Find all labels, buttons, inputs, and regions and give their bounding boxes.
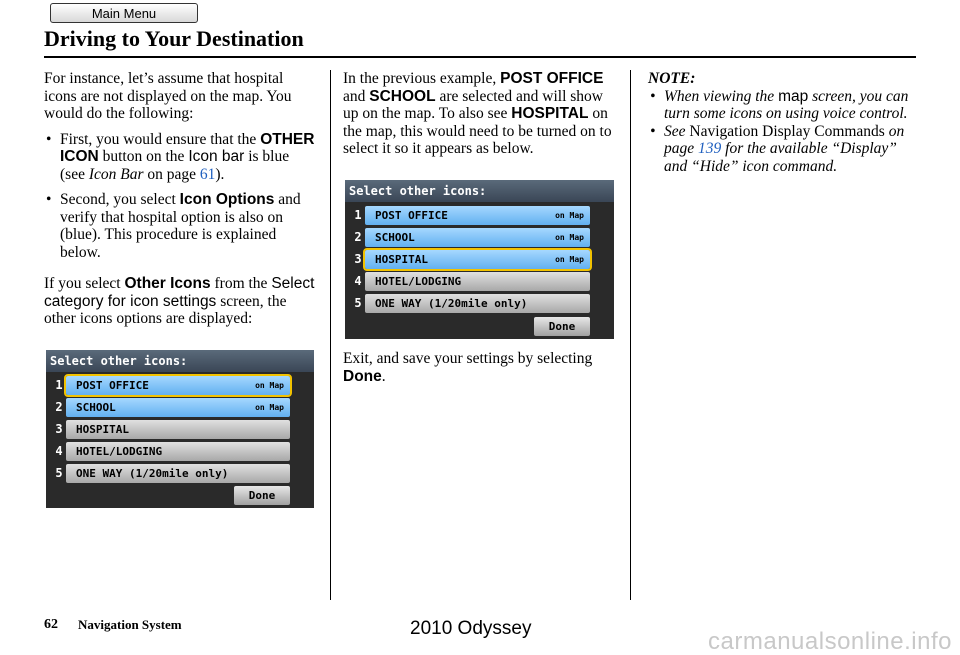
page-61-link[interactable]: 61 (199, 165, 216, 183)
row-number: 5 (55, 466, 63, 480)
text: Exit, and save your settings by selecting (343, 350, 593, 367)
on-map-badge: on Map (255, 381, 284, 390)
exit-paragraph (343, 350, 618, 385)
row-number: 1 (354, 208, 362, 222)
icon-row-post-office[interactable] (345, 206, 614, 225)
icon-bar-term: Icon bar (188, 148, 245, 165)
column-2 (343, 70, 618, 166)
select-category-term: Select category for icon settings (44, 275, 315, 310)
text: for the available “Display” and “Hide” icon command. (664, 140, 897, 175)
note-bullet-2 (648, 123, 918, 176)
text: on page (664, 122, 905, 157)
row-option[interactable] (66, 398, 290, 417)
row-label: HOSPITAL (76, 423, 129, 436)
row-option[interactable] (66, 442, 290, 461)
row-option[interactable] (66, 464, 290, 483)
icon-row-school[interactable] (345, 228, 614, 247)
text: on page (143, 165, 200, 183)
column-divider-2 (630, 70, 631, 600)
row-option[interactable] (365, 294, 590, 313)
done-button[interactable]: Done (234, 486, 290, 505)
other-icons-term: Other Icons (124, 275, 211, 292)
text: First, you would ensure that the (60, 130, 261, 148)
text: is blue (see (60, 148, 290, 183)
text: When viewing the (664, 87, 779, 105)
text: . (381, 367, 386, 385)
text: button on the (98, 148, 189, 165)
row-label: POST OFFICE (76, 379, 149, 392)
row-number: 3 (55, 422, 63, 436)
screen-heading: Select other icons: (46, 350, 314, 372)
note-bullet-1 (648, 88, 918, 123)
row-label: SCHOOL (375, 231, 415, 244)
text: and (343, 87, 370, 105)
previous-example-paragraph (343, 70, 618, 158)
icon-options-term: Icon Options (179, 191, 275, 208)
text: from the (210, 275, 272, 292)
row-option[interactable] (66, 420, 290, 439)
row-label: POST OFFICE (375, 209, 448, 222)
row-label: SCHOOL (76, 401, 116, 414)
icon-row-one-way[interactable] (46, 464, 314, 483)
icon-row-post-office[interactable] (46, 376, 314, 395)
page-number: 62 (44, 617, 58, 632)
row-option[interactable] (365, 228, 590, 247)
nav-display-commands-ref: Navigation Display Commands (685, 122, 885, 140)
row-option[interactable] (66, 376, 290, 395)
icon-bar-ref: Icon Bar (88, 165, 144, 183)
row-number: 2 (55, 400, 63, 414)
text: If you select (44, 275, 125, 292)
row-number: 2 (354, 230, 362, 244)
on-map-badge: on Map (255, 403, 284, 412)
column-divider-1 (330, 70, 331, 600)
school-term: SCHOOL (369, 87, 436, 105)
icon-row-hotel-lodging[interactable] (46, 442, 314, 461)
icon-row-one-way[interactable] (345, 294, 614, 313)
model-name: 2010 Odyssey (410, 618, 532, 639)
text: screen, you can turn some icons on using voice control. (664, 87, 909, 122)
column-1 (44, 70, 316, 336)
row-number: 4 (354, 274, 362, 288)
row-number: 5 (354, 296, 362, 310)
icon-row-hospital[interactable] (345, 250, 614, 269)
row-number: 3 (354, 252, 362, 266)
row-label: HOTEL/LODGING (76, 445, 163, 458)
row-label: HOSPITAL (375, 253, 428, 266)
text: screen, the other icons options are displayed: (44, 292, 287, 327)
intro-paragraph: For instance, let’s assume that hospital icons are not displayed on the map. You would do the following: (44, 70, 292, 122)
done-button[interactable]: Done (534, 317, 590, 336)
row-label: ONE WAY (1/20mile only) (375, 297, 528, 310)
done-term: Done (343, 367, 382, 385)
text: and verify that hospital option is also on (blue). This procedure is explained below. (60, 191, 301, 261)
column-3-notes (648, 70, 918, 183)
on-map-badge: on Map (555, 233, 584, 242)
hospital-term: HOSPITAL (511, 105, 589, 122)
text: See (664, 122, 686, 140)
map-term: map (778, 87, 809, 105)
other-icon-term: OTHER ICON (60, 130, 315, 165)
row-option[interactable] (365, 206, 590, 225)
other-icons-paragraph (44, 275, 316, 328)
icon-row-hotel-lodging[interactable] (345, 272, 614, 291)
row-option[interactable] (365, 250, 590, 269)
screen-heading: Select other icons: (345, 180, 614, 202)
text: Second, you select (60, 191, 180, 208)
on-map-badge: on Map (555, 255, 584, 264)
column-2-lower (343, 350, 618, 393)
icon-row-school[interactable] (46, 398, 314, 417)
post-office-term: POST OFFICE (500, 70, 604, 87)
title-divider (44, 56, 916, 58)
watermark: carmanualsonline.info (708, 628, 952, 655)
note-title: NOTE: (648, 70, 696, 87)
bullet-second (44, 191, 316, 261)
row-option[interactable] (365, 272, 590, 291)
bullet-first (44, 131, 316, 184)
text: are selected and will show up on the map. To also see (343, 87, 604, 122)
page-title: Driving to Your Destination (44, 26, 304, 51)
select-other-icons-screen-before (46, 350, 314, 508)
select-other-icons-screen-after (345, 180, 614, 339)
main-menu-button[interactable]: Main Menu (50, 3, 198, 23)
row-number: 4 (55, 444, 63, 458)
row-label: ONE WAY (1/20mile only) (76, 467, 229, 480)
text: ). (215, 165, 225, 183)
row-label: HOTEL/LODGING (375, 275, 462, 288)
text: on the map, this would need to be turned on to select it so it appears as below. (343, 105, 612, 157)
text: In the previous example, (343, 70, 501, 87)
page-139-link[interactable]: 139 (698, 140, 722, 157)
section-name: Navigation System (78, 617, 182, 632)
icon-row-hospital[interactable] (46, 420, 314, 439)
on-map-badge: on Map (555, 211, 584, 220)
row-number: 1 (55, 378, 63, 392)
